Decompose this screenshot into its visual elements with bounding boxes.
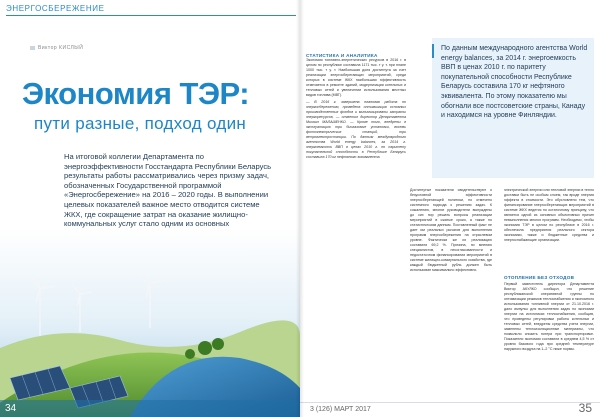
column-heading-statistics: СТАТИСТИКА И АНАЛИТИКА bbox=[306, 53, 378, 58]
paragraph: Экономия топливно-энергетических ресурсов в 2016 г. в целом по республике составила 1171 тыс. т у. т. при плане 1000 тыс. т у. т. Наибольшая доля достигнута за счет реализации энергосберегающих мероприятий, среди которых в системе ЖКХ наибольшая эффективность отмечается в ремонте зданий, модернизации котельных и тепловых сетей и увеличении использования местных видов топлива (МВТ). bbox=[306, 58, 406, 97]
sidebar-text: По данным международного агентства World energy balances, за 2014 г. энергоемкость ВВП в ценах 2010 г. по паритету покупательной способности Республике Беларусь составила 170 кг нефтяного эквивалента. По этому показателю мы обогнали все постсоветские страны, Канаду и находимся на уровне Финляндии. bbox=[441, 45, 588, 120]
paragraph: Первый заместитель директора Департамента Виктор АКУЛКО сообщил, что решение республиканской оперативной группы по оптимизации режимов теплоснабжения и экономного использования топливной энергии от 21.10.2016 г. дало импульс для выполнения задач по экономии энергии на источниках теплоснабжения, сообщив, что проведены регулировки работы котельных и тепловых сетей, внедрены средства учета энергии, заменены теплоизоляционные материалы, что позволило снизить потери при транспортировке. Показатели экономии составили в среднем 4,5 % от уровня базового года при средней температуре наружного воздуха на 1–2 °С ниже нормы. bbox=[504, 282, 594, 351]
section-rule bbox=[6, 15, 296, 16]
author-marker bbox=[30, 46, 35, 50]
sidebar-marker bbox=[432, 44, 434, 58]
article-lead: На итоговой коллегии Департамента по энергоэффективности Госстандарта Республики Беларусь результаты работы рассматривались через призму задач, обозначенных Государственной программой «Энергосбережение» на 2016 – 2020 годы. В выполнении целевых показателей важное место отводится системе ЖКХ, где сокращение затрат на оказание жилищно-коммунальных услуг стало одним из основных bbox=[64, 152, 272, 229]
article-subtitle: пути разные, подход один bbox=[34, 114, 247, 133]
author-byline: Виктор КИСЛЫЙ bbox=[38, 45, 84, 51]
section-label: ЭНЕРГОСБЕРЕЖЕНИЕ bbox=[6, 4, 105, 13]
page-number-left: 34 bbox=[5, 403, 17, 414]
footer-rule bbox=[300, 402, 600, 403]
paragraph: электрической энергии или тепловой энергии в тепло доставки быть не особым слоем, так вроде энергия эффекта в стоимости. Это обусловлено тем, что финансирование энергосберегающих мероприятий в системе ЖКХ ведется по остаточному принципу, что является одной из основных объективных причин невыполнения многих программ. Необходимо, чтобы экономия ТЭР в целом по республике в 2016 г. обеспечила предприятия реального сектора экономики, также и бюджетные средства и энергоснабжающие организации. bbox=[504, 188, 594, 242]
text-column-4 bbox=[504, 282, 594, 354]
energy-landscape-illustration bbox=[0, 228, 300, 417]
text-column-3 bbox=[504, 188, 594, 245]
page-number-right: 35 bbox=[578, 401, 592, 415]
text-column-1 bbox=[306, 58, 406, 162]
issue-label: 3 (126) МАРТ 2017 bbox=[310, 406, 371, 413]
right-page bbox=[300, 0, 600, 417]
page-gutter bbox=[296, 0, 304, 417]
article-title: Экономия ТЭР: bbox=[22, 76, 250, 111]
paragraph-quote: — В 2016 г. завершена плановая работа по энергосбережению, проведена оптимизация основных производственных фондов и минимизированы затраты энергоресурсов, — отметил директор Департамента Михаил МАЛАШЕНКО. — Кроме того, внедрены в эксплуатацию три биогазовые установки, восемь фотоэлектрических станций, три ветроэлектростанции. По данным международного агентства World energy balances, за 2014 г. энергоемкость ВВП в ценах 2010 г. по паритету покупательной способности в Республике Беларусь составила 170 кг нефтяного эквивалента. bbox=[306, 100, 406, 159]
text-column-2 bbox=[410, 188, 492, 275]
column-heading-heating: ОТОПЛЕНИЕ БЕЗ ОТХОДОВ bbox=[504, 275, 575, 280]
paragraph: Достигнутые показатели свидетельствуют о безусловной эффективности энергосберегающей политики, но отмечено системного подхода к решению задач. К сожалению, многие руководители вынуждены до сих пор решать вопросы реализации мероприятий в сжатые сроки, а также по статистическим данным. Поставленный факт не дает им реальных рычагов для выполнения программ энергосбережения на отраслевом уровне. Фактически же их реализацию составили 69,2 %. Причина, по мнению специалистов, в несогласованности и недостаточном финансировании мероприятий в системе жилищно-коммунального хозяйства, где каждый бюджетный рубль должен быть использован максимально эффективно. bbox=[410, 188, 492, 272]
